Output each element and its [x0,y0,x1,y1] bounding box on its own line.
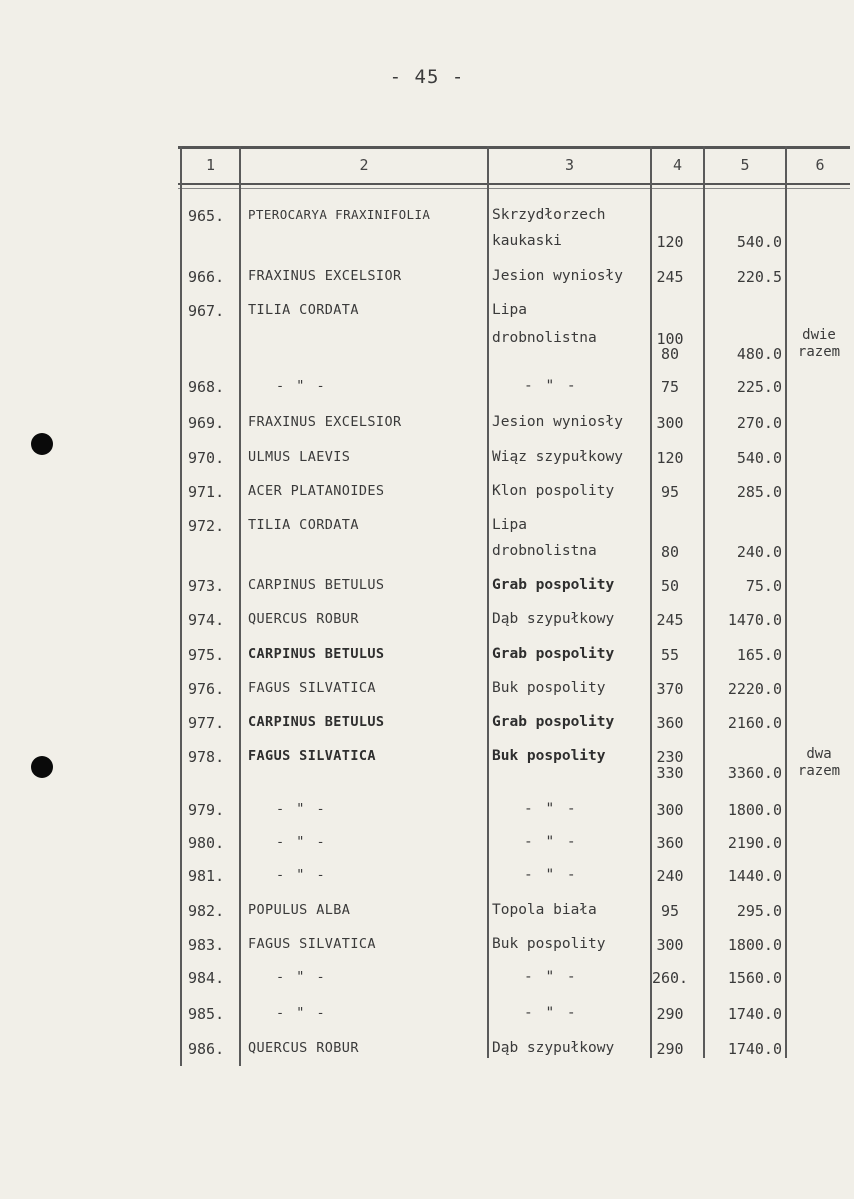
latin-name: - " - [276,969,327,985]
polish-name: Jesion wyniosły [492,268,623,284]
value: 2160.0 [727,714,782,732]
column-rule [239,146,241,1066]
polish-name: Buk pospolity [492,936,606,952]
header-bottom-rule [178,188,850,189]
value: 1440.0 [727,867,782,885]
count: 245 [656,268,684,286]
value: 1740.0 [727,1005,782,1023]
polish-name-continued: kaukaski [492,233,562,249]
value: 225.0 [736,378,782,396]
value: 2190.0 [727,834,782,852]
entry-number: 969. [188,414,225,432]
count: 230 [656,748,684,766]
latin-name: FAGUS SILVATICA [248,936,376,952]
entry-number: 984. [188,969,225,987]
value: 285.0 [736,483,782,501]
polish-name: Grab pospolity [492,714,615,730]
remark: dwie razem [797,327,841,360]
polish-name: Jesion wyniosły [492,414,623,430]
count: 360 [656,714,684,732]
entry-number: 980. [188,834,225,852]
count: 290 [656,1040,684,1058]
count: 120 [656,233,684,251]
entry-number: 986. [188,1040,225,1058]
polish-name: Topola biała [492,902,597,918]
polish-name: - " - [524,378,578,394]
latin-name: ULMUS LAEVIS [248,449,351,465]
count: 360 [656,834,684,852]
count: 300 [656,801,684,819]
count: 100 [656,330,684,348]
latin-name: FAGUS SILVATICA [248,680,376,696]
count: 55 [660,646,680,664]
column-header: 6 [815,156,825,174]
count: 95 [660,483,680,501]
page-number: - 45 - [389,66,465,88]
polish-name: Buk pospolity [492,680,606,696]
latin-name: - " - [276,867,327,883]
remark: dwa razem [797,746,841,779]
polish-name-continued: drobnolistna [492,543,597,559]
count: 50 [660,577,680,595]
value: 295.0 [736,902,782,920]
count: 120 [656,449,684,467]
entry-number: 981. [188,867,225,885]
entry-number: 974. [188,611,225,629]
count: 80 [660,543,680,561]
column-rule [703,146,705,1058]
value: 3360.0 [727,764,782,782]
entry-number: 975. [188,646,225,664]
value: 165.0 [736,646,782,664]
entry-number: 977. [188,714,225,732]
latin-name: FRAXINUS EXCELSIOR [248,414,402,430]
latin-name: TILIA CORDATA [248,517,359,533]
polish-name: - " - [524,867,578,883]
count: 290 [656,1005,684,1023]
latin-name: - " - [276,801,327,817]
header-bottom-rule [178,183,850,185]
latin-name: CARPINUS BETULUS [248,646,385,662]
value: 1800.0 [727,801,782,819]
value: 1740.0 [727,1040,782,1058]
entry-number: 973. [188,577,225,595]
value: 1800.0 [727,936,782,954]
value: 480.0 [736,345,782,363]
value: 1560.0 [727,969,782,987]
count: 300 [656,936,684,954]
entry-number: 978. [188,748,225,766]
value: 220.5 [736,268,782,286]
entry-number: 972. [188,517,225,535]
column-header: 5 [740,156,750,174]
column-rule [487,146,489,1058]
latin-name: - " - [276,834,327,850]
latin-name: - " - [276,378,327,394]
value: 1470.0 [727,611,782,629]
entry-number: 971. [188,483,225,501]
latin-name: QUERCUS ROBUR [248,1040,359,1056]
column-header: 3 [564,156,575,174]
latin-name: PTEROCARYA FRAXINIFOLIA [248,207,431,222]
column-header: 1 [205,156,216,174]
value: 2220.0 [727,680,782,698]
count-second: 80 [660,345,680,363]
entry-number: 970. [188,449,225,467]
count: 260. [651,969,689,987]
latin-name: ACER PLATANOIDES [248,483,385,499]
count: 75 [660,378,680,396]
latin-name: CARPINUS BETULUS [248,577,385,593]
count: 95 [660,902,680,920]
polish-name: Grab pospolity [492,646,615,662]
polish-name: Dąb szypułkowy [492,1040,615,1056]
value: 540.0 [736,449,782,467]
latin-name: CARPINUS BETULUS [248,714,385,730]
polish-name-continued: drobnolistna [492,330,597,346]
column-rule [180,146,182,1066]
entry-number: 982. [188,902,225,920]
polish-name: Grab pospolity [492,577,615,593]
polish-name: - " - [524,1005,578,1021]
punch-hole [31,433,53,455]
value: 75.0 [745,577,782,595]
polish-name: - " - [524,834,578,850]
count: 240 [656,867,684,885]
column-header: 2 [359,156,369,174]
punch-hole [31,756,53,778]
column-header: 4 [672,156,683,174]
value: 240.0 [736,543,782,561]
polish-name: Klon pospolity [492,483,615,499]
latin-name: FAGUS SILVATICA [248,748,376,764]
count-second: 330 [656,764,684,782]
latin-name: TILIA CORDATA [248,302,359,318]
entry-number: 968. [188,378,225,396]
count: 370 [656,680,684,698]
entry-number: 965. [188,207,225,225]
latin-name: - " - [276,1005,327,1021]
table-top-rule [178,146,850,149]
count: 300 [656,414,684,432]
entry-number: 966. [188,268,225,286]
entry-number: 985. [188,1005,225,1023]
polish-name: Wiąz szypułkowy [492,449,623,465]
entry-number: 983. [188,936,225,954]
entry-number: 976. [188,680,225,698]
polish-name: Dąb szypułkowy [492,611,615,627]
entry-number: 967. [188,302,225,320]
polish-name: - " - [524,801,578,817]
polish-name: - " - [524,969,578,985]
polish-name: Lipa [492,302,527,318]
polish-name: Buk pospolity [492,748,606,764]
polish-name: Lipa [492,517,527,533]
latin-name: POPULUS ALBA [248,902,351,918]
value: 540.0 [736,233,782,251]
value: 270.0 [736,414,782,432]
entry-number: 979. [188,801,225,819]
column-rule [785,146,787,1058]
polish-name: Skrzydłorzech [492,207,606,223]
latin-name: QUERCUS ROBUR [248,611,359,627]
latin-name: FRAXINUS EXCELSIOR [248,268,402,284]
count: 245 [656,611,684,629]
